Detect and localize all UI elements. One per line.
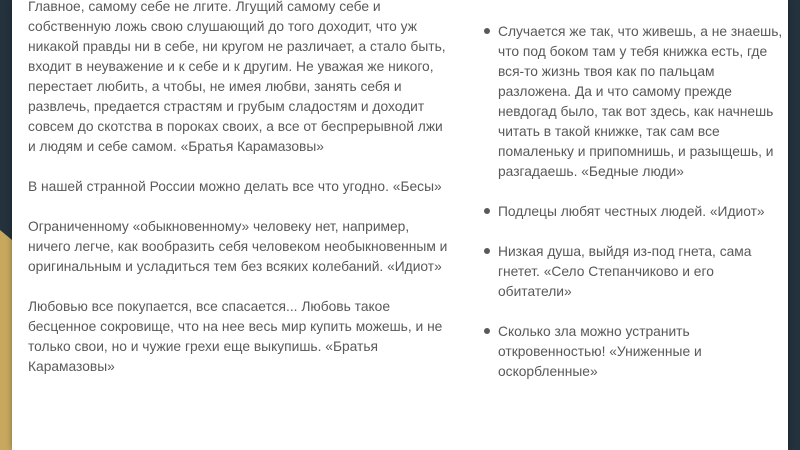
bullet-icon [484, 208, 490, 214]
quote-text: В нашей странной России можно делать все что угодно. «Бесы» [28, 179, 442, 194]
bullet-icon [484, 248, 490, 254]
quote-text: Случается же так, что живешь, а не знаешь, что под боком там у тебя книжка есть, где вся-то жизнь твоя как по пальцам разложена. Да и что самому прежде невдогад было, так вот здесь, как начнешь читать в такой книжке, так сам все помаленьку и припомнишь, и разыщешь, и разгадаешь. «Бедные люди» [498, 24, 783, 179]
quote-item [28, 177, 454, 197]
quote-text: Ограниченному «обыкновенному» человеку нет, например, ничего легче, как вообразить себя человеком необыкновенным и оригинальным и усладиться тем без всяких колебаний. «Идиот» [28, 219, 448, 274]
quote-text: Главное, самому себе не лгите. Лгущий самому себе и собственную ложь свою слушающий до того доходит, что уж никакой правды ни в себе, ни кругом не различает, а стало быть, входит в неуважение и к себе и к другим. Не уважая же никого, перестает любить, а чтобы, не имея любви, занять себя и развлечь, предается страстям и грубым сладостям и доходит совсем до скотства в пороках своих, а все от беспрерывной лжи и людям и себе самом. «Братья Карамазовы» [28, 0, 446, 154]
quote-item [498, 242, 788, 302]
quote-text: Подлецы любят честных людей. «Идиот» [498, 204, 765, 219]
left-column [28, 0, 454, 397]
quote-item [28, 297, 454, 377]
quote-text: Сколько зла можно устранить откровенностью! «Униженные и оскорбленные» [498, 324, 702, 379]
content-card [12, 0, 788, 450]
quote-item [28, 217, 454, 277]
quote-item [498, 322, 788, 382]
right-column [498, 22, 788, 402]
quote-item [498, 202, 788, 222]
bullet-icon [484, 328, 490, 334]
bullet-icon [484, 28, 490, 34]
quote-item [498, 22, 788, 182]
quote-text: Низкая душа, выйдя из-под гнета, сама гнетет. «Село Степанчиково и его обитатели» [498, 244, 752, 299]
quote-item [28, 0, 454, 157]
quote-text: Любовью все покупается, все спасается... Любовь такое бесценное сокровище, что на нее весь мир купить можешь, и не только свои, но и чужие грехи еще выкупишь. «Братья Карамазовы» [28, 299, 443, 374]
